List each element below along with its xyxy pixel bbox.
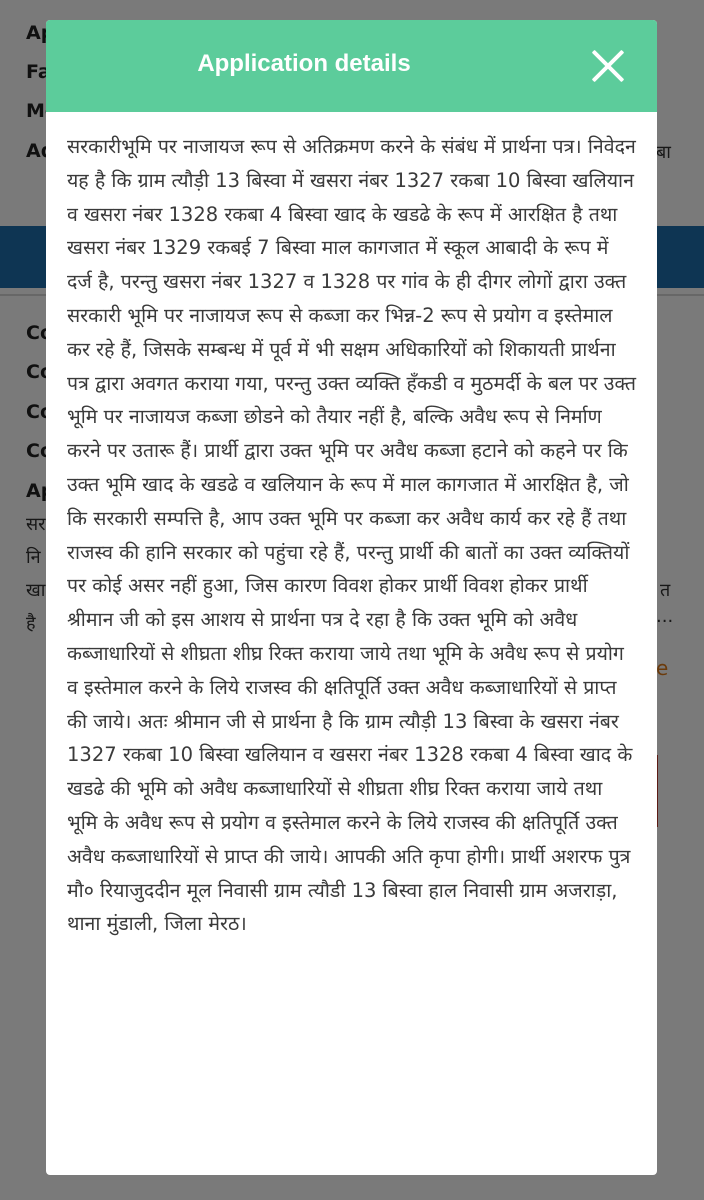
application-details-modal: [46, 20, 657, 1175]
modal-title: Application details: [197, 50, 411, 77]
close-icon[interactable]: [586, 44, 630, 88]
application-text: सरकारीभूमि पर नाजायज रूप से अतिक्रमण करने के संबंध में प्रार्थना पत्र। निवेदन यह है कि ग्राम त्यौड़ी 13 बिस्वा में खसरा नंबर 1327 रकबा 10 बिस्वा खलियान व खसरा नंबर 1328 रकबा 4 बिस्वा खाद के खडढे के रूप में आरक्षित है तथा खसरा नंबर 1329 रकबई 7 बिस्वा माल कागजात में स्कूल आबादी के रूप में दर्ज है, परन्तु खसरा नंबर 1327 व 1328 पर गांव के ही दीगर लोगों द्वारा उक्त सरकारी भूमि पर नाजायज रूप से कब्जा कर भिन्न-2 रूप से प्रयोग व इस्तेमाल कर रहे हैं, जिसके सम्बन्ध में पूर्व में भी सक्षम अधिकारियों को शिकायती प्रार्थना पत्र द्वारा अवगत कराया गया, परन्तु उक्त व्यक्ति हँकडी व मुठमर्दी के बल पर उक्त भूमि पर नाजायज कब्जा छोडने को तैयार नहीं है, बल्कि अवैध रूप से निर्माण करने पर उतारू हैं। प्रार्थी द्वारा उक्त भूमि पर अवैध कब्जा हटाने को कहने पर कि उक्त भूमि खाद के खडढे व खलियान के रूप में माल कागजात में आरक्षित है, जो कि सरकारी सम्पत्ति है, आप उक्त भूमि पर कब्जा कर अवैध कार्य कर रहे हैं तथा राजस्व की हानि सरकार को पहुंचा रहे हैं, परन्तु प्रार्थी की बातों का उक्त व्यक्तियों पर कोई असर नहीं हुआ, जिस कारण विवश होकर प्रार्थी विवश होकर प्रार्थी श्रीमान जी को इस आशय से प्रार्थना पत्र दे रहा है कि उक्त भूमि को अवैध कब्जाधारियों से शीघ्रता शीघ्र रिक्त कराया जाये तथा भूमि के अवैध रूप से प्रयोग व इस्तेमाल करने के लिये राजस्व की क्षतिपूर्ति उक्त अवैध कब्जाधारियों से प्राप्त की जाये। अतः श्रीमान जी से प्रार्थना है कि ग्राम त्यौड़ी 13 बिस्वा के खसरा नंबर 1327 रकबा 10 बिस्वा खलियान व खसरा नंबर 1328 रकबा 4 बिस्वा खाद के खडढे की भूमि को अवैध कब्जाधारियों से शीघ्रता शीघ्र रिक्त कराया जाये तथा भूमि के अवैध रूप से प्रयोग व इस्तेमाल करने के लिये राजस्व की क्षतिपूर्ति उक्त अवैध कब्जाधारियों से प्राप्त की जाये। आपकी अति कृपा होगी। प्रार्थी अशरफ पुत्र मौ० रियाजुददीन मूल निवासी ग्राम त्यौडी 13 बिस्वा हाल निवासी ग्राम अजराड़ा, थाना मुंडाली, जिला मेरठ।: [67, 135, 637, 936]
modal-header: [46, 20, 657, 112]
